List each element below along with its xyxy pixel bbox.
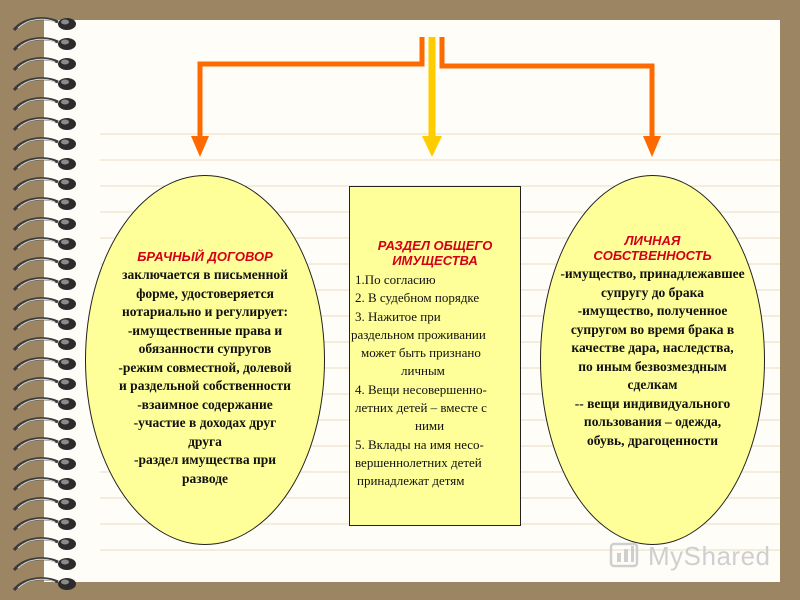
left-line: обязанности супругов <box>138 341 272 356</box>
center-line: 5. Вклады на имя несо- <box>355 436 484 452</box>
right-line: пользования – одежда, <box>583 414 722 429</box>
right-line: супругу до брака <box>601 284 704 300</box>
right-line: сделкам <box>627 377 678 392</box>
left-line: -участие в доходах друг <box>133 415 277 430</box>
center-line: 2. В судебном порядке <box>355 290 480 306</box>
right-line: -- вещи индивидуального <box>574 395 731 411</box>
center-line: 3. Нажитое при <box>355 308 441 324</box>
property-division-lines <box>351 271 519 491</box>
left-line: друга <box>188 433 222 449</box>
left-line: -раздел имущества при <box>133 452 277 467</box>
center-line: принадлежат детям <box>357 473 465 489</box>
center-line: летних детей – вместе с <box>355 400 487 416</box>
right-line: качестве дара, наследства, <box>571 340 734 355</box>
right-line: -имущество, принадлежавшее <box>560 266 745 281</box>
arrow-left-connector <box>200 37 422 138</box>
center-line: может быть признано <box>361 345 481 361</box>
center-line: раздельном проживании <box>351 326 486 342</box>
right-line: по иным безвозмездным <box>578 358 727 374</box>
left-line: -взаимное содержание <box>137 396 273 412</box>
right-line: обувь, драгоценности <box>586 432 719 448</box>
right-line: -имущество, полученное <box>577 303 728 318</box>
personal-property-title: ЛИЧНАЯ СОБСТВЕННОСТЬ <box>593 233 712 263</box>
property-division-text <box>351 238 519 491</box>
center-line: 1.По согласию <box>355 272 436 287</box>
arrow-center-head <box>422 136 442 157</box>
marriage-contract-text <box>95 249 315 488</box>
marriage-contract-lines <box>95 266 315 488</box>
center-line: 4. Вещи несовершенно- <box>355 381 487 397</box>
arrow-left-head <box>191 136 209 157</box>
center-line: личным <box>401 363 445 379</box>
personal-property-lines <box>540 265 765 450</box>
center-line: вершеннолетних детей <box>355 454 482 470</box>
left-line: нотариально и регулирует: <box>121 304 288 319</box>
personal-property-text <box>540 233 765 450</box>
watermark-text: MyShared <box>648 541 771 571</box>
left-line: и раздельной собственности <box>119 378 291 393</box>
left-line: форме, удостоверяется <box>136 285 274 301</box>
left-line: разводе <box>181 470 229 486</box>
left-line: заключается в письменной <box>122 267 288 282</box>
right-line: супругом во время брака в <box>570 321 735 337</box>
property-division-title: РАЗДЕЛ ОБЩЕГО ИМУЩЕСТВА <box>377 238 493 268</box>
left-line: -имущественные права и <box>127 322 283 338</box>
left-line: -режим совместной, долевой <box>118 359 292 375</box>
center-line: ними <box>415 418 445 434</box>
arrow-right-connector <box>442 37 652 138</box>
arrow-right-head <box>643 136 661 157</box>
marriage-contract-title: БРАЧНЫЙ ДОГОВОР <box>137 249 273 264</box>
